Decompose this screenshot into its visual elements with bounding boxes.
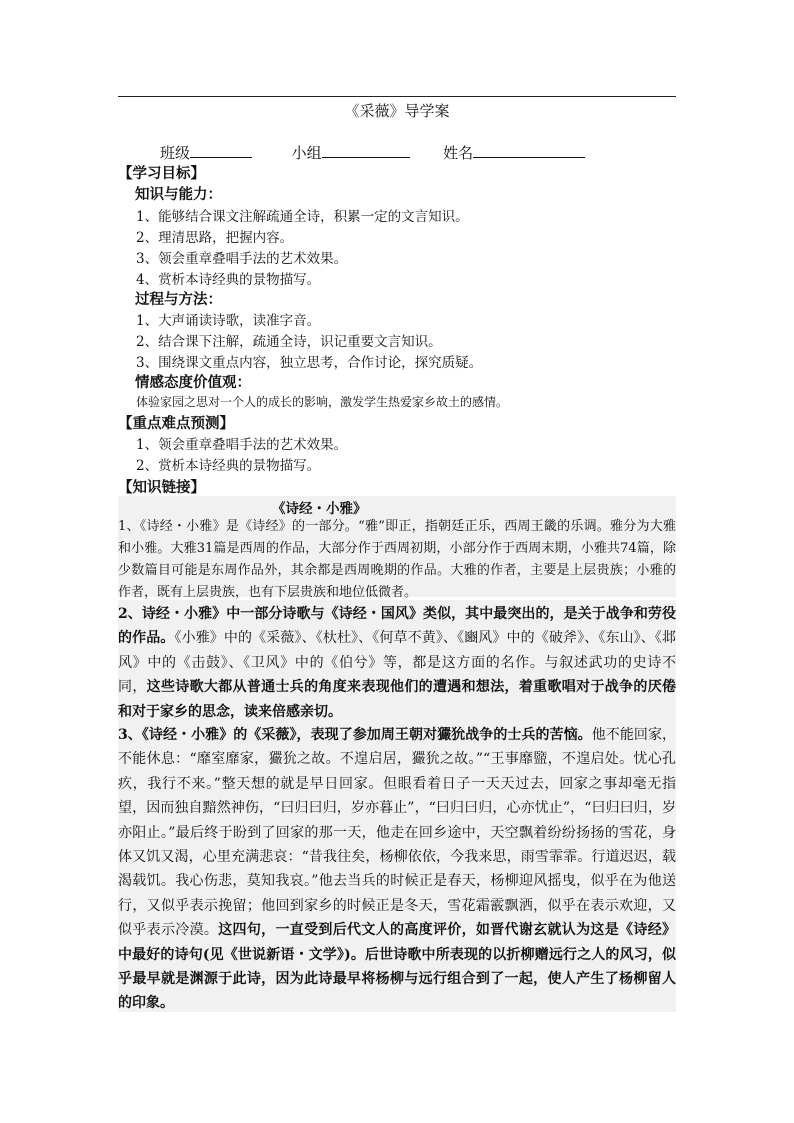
links-subtitle: 《诗经・小雅》 <box>272 501 367 517</box>
p3-bold-1: 3、《诗经・小雅》的《采薇》，表现了参加周王朝对玁狁战争的士兵的苦恼。 <box>118 727 592 743</box>
p3-normal: 他不能回家，不能休息：“靡室靡家，玁狁之故。不遑启居，玁狁之故。”“王事靡盬，不遑启处。忧心孔疚，我行不来。”整天想的就是早日回家。但眼看着日子一天天过去，回家之事却毫无指望，因而独自黯然神伤，“曰归曰归，岁亦暮止”，“曰归曰归，心亦忧止”，“曰归曰归，岁亦阳止。”最后终于盼到了回家的那一天，他走在回乡途中，天空飘着纷纷扬扬的雪花，身体又饥又渴，心里充满悲哀：“昔我往矣，杨柳依依，今我来思，雨雪霏霏。行道迟迟，载渴载饥。我心伤悲，莫知我哀。”他去当兵的时候正是春天，杨柳迎风摇曳，似乎在为他送行，又似乎表示挽留；他回到家乡的时候正是冬天，雪花霜霰飘洒，似乎在表示欢迎，又似乎表示冷漠。 <box>118 727 676 939</box>
links-heading: 【知识链接】 <box>118 479 205 496</box>
knowledge-item: 4、赏析本诗经典的景物描写。 <box>136 272 321 288</box>
emotion-text: 体验家园之思对一个人的成长的影响，激发学生热爱家乡故土的感情。 <box>136 395 509 409</box>
keypoint-item: 1、领会重章叠唱手法的艺术效果。 <box>136 437 348 453</box>
process-item: 3、围绕课文重点内容，独立思考，合作讨论，探究质疑。 <box>136 355 483 371</box>
links-paragraph-2 <box>118 602 676 724</box>
process-heading: 过程与方法： <box>135 291 222 308</box>
process-item: 1、大声诵读诗歌，读准字音。 <box>136 313 321 329</box>
links-paragraph-1: 1、《诗经・小雅》是《诗经》的一部分。“雅”即正，指朝廷正乐，西周王畿的乐调。雅分为大雅和小雅。大雅31篇是西周的作品，大部分作于西周初期，小部分作于西周末期，小雅共74篇，除少数篇目可能是东周作品外，其余都是西周晚期的作品。大雅的作者，主要是上层贵族；小雅的作者，既有上层贵族，也有下层贵族和地位低微者。 <box>118 519 676 600</box>
knowledge-item: 1、能够结合课文注解疏通全诗，积累一定的文言知识。 <box>136 209 469 225</box>
knowledge-item: 3、领会重章叠唱手法的艺术效果。 <box>136 251 348 267</box>
student-info-fields <box>160 142 585 163</box>
group-blank[interactable] <box>322 143 410 158</box>
name-label: 姓名 <box>443 144 474 162</box>
links-paragraph-3 <box>118 723 676 1016</box>
process-item: 2、结合课下注解，疏通全诗，识记重要文言知识。 <box>136 334 442 350</box>
knowledge-item: 2、理清思路，把握内容。 <box>136 230 294 246</box>
objectives-heading: 【学习目标】 <box>118 165 205 182</box>
p2-normal: 《小雅》中的《采薇》、《杕杜》、《何草不黄》、《豳风》中的《破斧》、《东山》、《邶风》中的《击鼓》、《卫风》中的《伯兮》等，都是这方面的名作。与叙述武功的史诗不同， <box>118 630 677 696</box>
page-title: 《采薇》导学案 <box>344 102 450 120</box>
class-label: 班级 <box>160 144 191 162</box>
emotion-heading: 情感态度价值观： <box>135 374 251 391</box>
knowledge-heading: 知识与能力： <box>135 186 222 203</box>
group-label: 小组 <box>291 144 322 162</box>
p2-bold-1: 2、诗经・小雅》中一部分诗歌与《诗经・国风》类似，其中最突出的，是关于战争和劳役的作品。 <box>118 606 676 647</box>
p2-bold-2: 这些诗歌大都从普通士兵的角度来表现他们的遭遇和想法，着重歌唱对于战争的厌倦和对于家乡的思念，读来倍感亲切。 <box>118 679 677 720</box>
keypoint-item: 2、赏析本诗经典的景物描写。 <box>136 458 321 474</box>
class-blank[interactable] <box>190 143 252 158</box>
top-rule <box>118 96 676 97</box>
p3-bold-2: 这四句，一直受到后代文人的高度评价，如晋代谢玄就认为这是《诗经》中最好的诗句(见《世说新语・文学》)。后世诗歌中所表现的以折柳赠远行之人的风习，似乎最早就是渊源于此诗，因为此诗最早将杨柳与远行组合到了一起，使人产生了杨柳留人的印象。 <box>118 922 677 1012</box>
keypoints-heading: 【重点难点预测】 <box>118 415 234 432</box>
name-blank[interactable] <box>473 143 585 158</box>
